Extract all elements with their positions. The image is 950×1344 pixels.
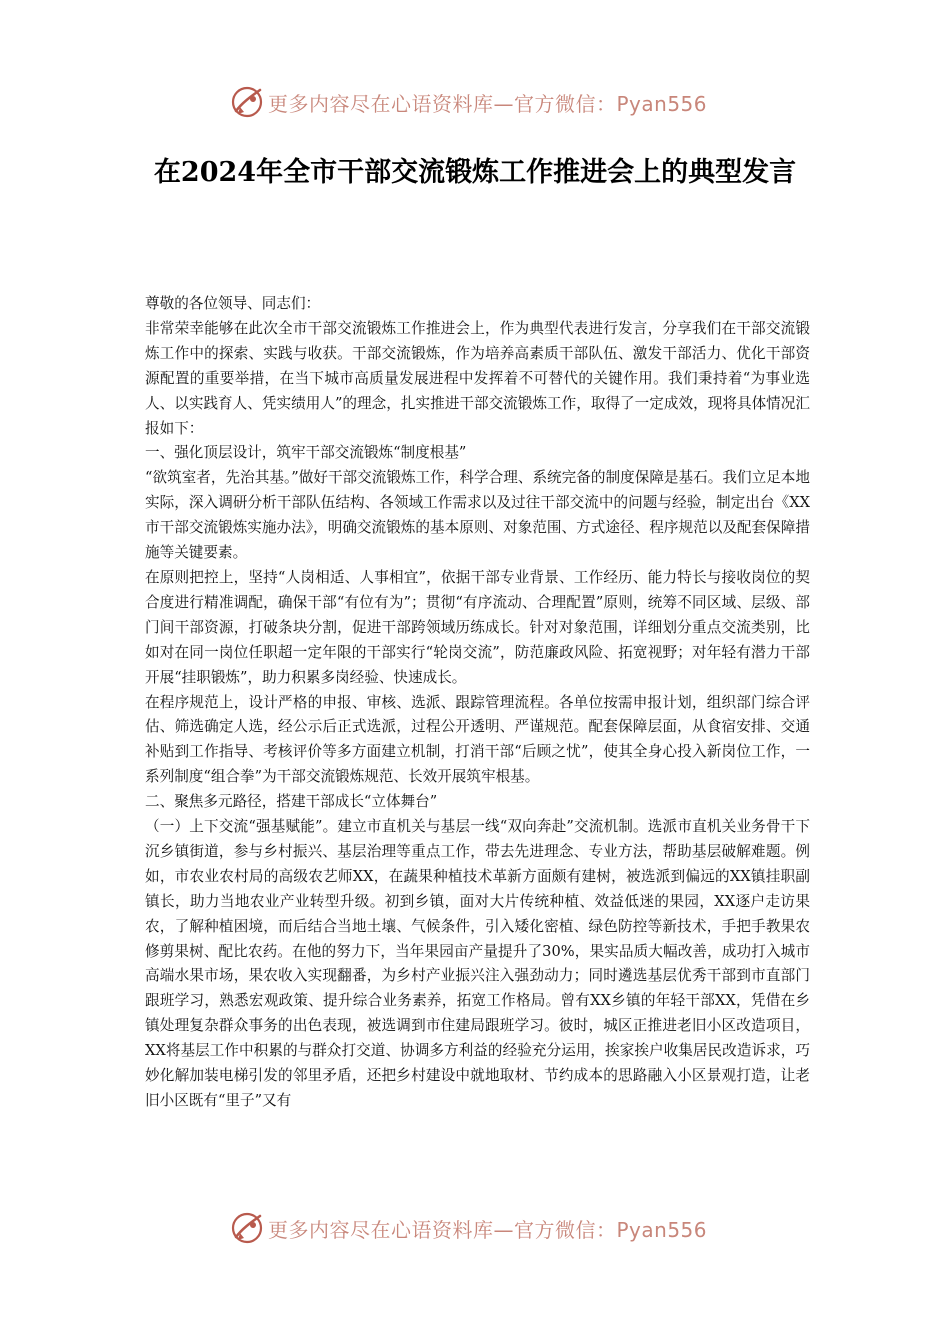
document-body bbox=[145, 292, 810, 1114]
pen-logo-icon bbox=[230, 1211, 264, 1245]
salutation: 尊敬的各位领导、同志们： bbox=[145, 295, 321, 312]
section-heading-1: 一、强化顶层设计，筑牢干部交流锻炼“制度根基” bbox=[145, 444, 467, 462]
document-title: 在2024年全市干部交流锻炼工作推进会上的典型发言 bbox=[153, 157, 797, 188]
section-heading-2: 二、聚焦多元路径，搭建干部成长“立体舞台” bbox=[145, 793, 438, 811]
pen-logo-icon bbox=[230, 85, 264, 119]
body-paragraph: （一）上下交流“强基赋能”。建立市直机关与基层一线“双向奔赴”交流机制。选派市直机关业务骨干下沉乡镇街道，参与乡村振兴、基层治理等重点工作，带去先进理念、专业方法，帮助基层破解难题。例如，市农业农村局的高级农艺师XX，在蔬果种植技术革新方面颇有建树，被选派到偏远的XX镇挂职副镇长，助力当地农业产业转型升级。初到乡镇，面对大片传统种植、效益低迷的果园，XX逐户走访果农，了解种植困境，而后结合当地土壤、气候条件，引入矮化密植、绿色防控等新技术，手把手教果农修剪果树、配比农药。在他的努力下，当年果园亩产量提升了30%，果实品质大幅改善，成功打入城市高端水果市场，果农收入实现翻番，为乡村产业振兴注入强劲动力；同时遴选基层优秀干部到市直部门跟班学习，熟悉宏观政策、提升综合业务素养，拓宽工作格局。曾有XX乡镇的年轻干部XX，凭借在乡镇处理复杂群众事务的出色表现，被选调到市住建局跟班学习。彼时，城区正推进老旧小区改造项目，XX将基层工作中积累的与群众打交道、协调多方利益的经验充分运用，挨家挨户收集居民改造诉求，巧妙化解加装电梯引发的邻里矛盾，还把乡村建设中就地取材、节约成本的思路融入小区景观打造，让老旧小区既有“里子”又有 bbox=[145, 818, 810, 1109]
body-paragraph: 在原则把控上，坚持“人岗相适、人事相宜”，依据干部专业背景、工作经历、能力特长与接收岗位的契合度进行精准调配，确保干部“有位有为”；贯彻“有序流动、合理配置”原则，统筹不同区域、层级、部门间干部资源，打破条块分割，促进干部跨领域历练成长。针对对象范围，详细划分重点交流类别，比如对在同一岗位任职超一定年限的干部实行“轮岗交流”，防范廉政风险、拓宽视野；对年轻有潜力干部开展“挂职锻炼”，助力积累多岗经验、快速成长。 bbox=[145, 568, 810, 686]
watermark-text: 更多内容尽在心语资料库—官方微信：Pyan556 bbox=[268, 1217, 708, 1242]
body-paragraph: “欲筑室者，先治其基。”做好干部交流锻炼工作，科学合理、系统完备的制度保障是基石。我们立足本地实际，深入调研分析干部队伍结构、各领域工作需求以及过往干部交流中的问题与经验，制定出台《XX市干部交流锻炼实施办法》，明确交流锻炼的基本原则、对象范围、方式途径、程序规范以及配套保障措施等关键要素。 bbox=[145, 469, 810, 562]
watermark-banner-top bbox=[0, 82, 950, 122]
watermark-banner-bottom bbox=[0, 1208, 950, 1248]
intro-paragraph: 非常荣幸能够在此次全市干部交流锻炼工作推进会上，作为典型代表进行发言，分享我们在干部交流锻炼工作中的探索、实践与收获。干部交流锻炼，作为培养高素质干部队伍、激发干部活力、优化干部资源配置的重要举措，在当下城市高质量发展进程中发挥着不可替代的关键作用。我们秉持着“为事业选人、以实践育人、凭实绩用人”的理念，扎实推进干部交流锻炼工作，取得了一定成效，现将具体情况汇报如下： bbox=[145, 319, 810, 437]
watermark-text: 更多内容尽在心语资料库—官方微信：Pyan556 bbox=[268, 91, 708, 116]
body-paragraph: 在程序规范上，设计严格的申报、审核、选派、跟踪管理流程。各单位按需申报计划，组织部门综合评估、筛选确定人选，经公示后正式选派，过程公开透明、严谨规范。配套保障层面，从食宿安排、交通补贴到工作指导、考核评价等多方面建立机制，打消干部“后顾之忧”，使其全身心投入新岗位工作，一系列制度“组合拳”为干部交流锻炼规范、长效开展筑牢根基。 bbox=[145, 693, 810, 786]
